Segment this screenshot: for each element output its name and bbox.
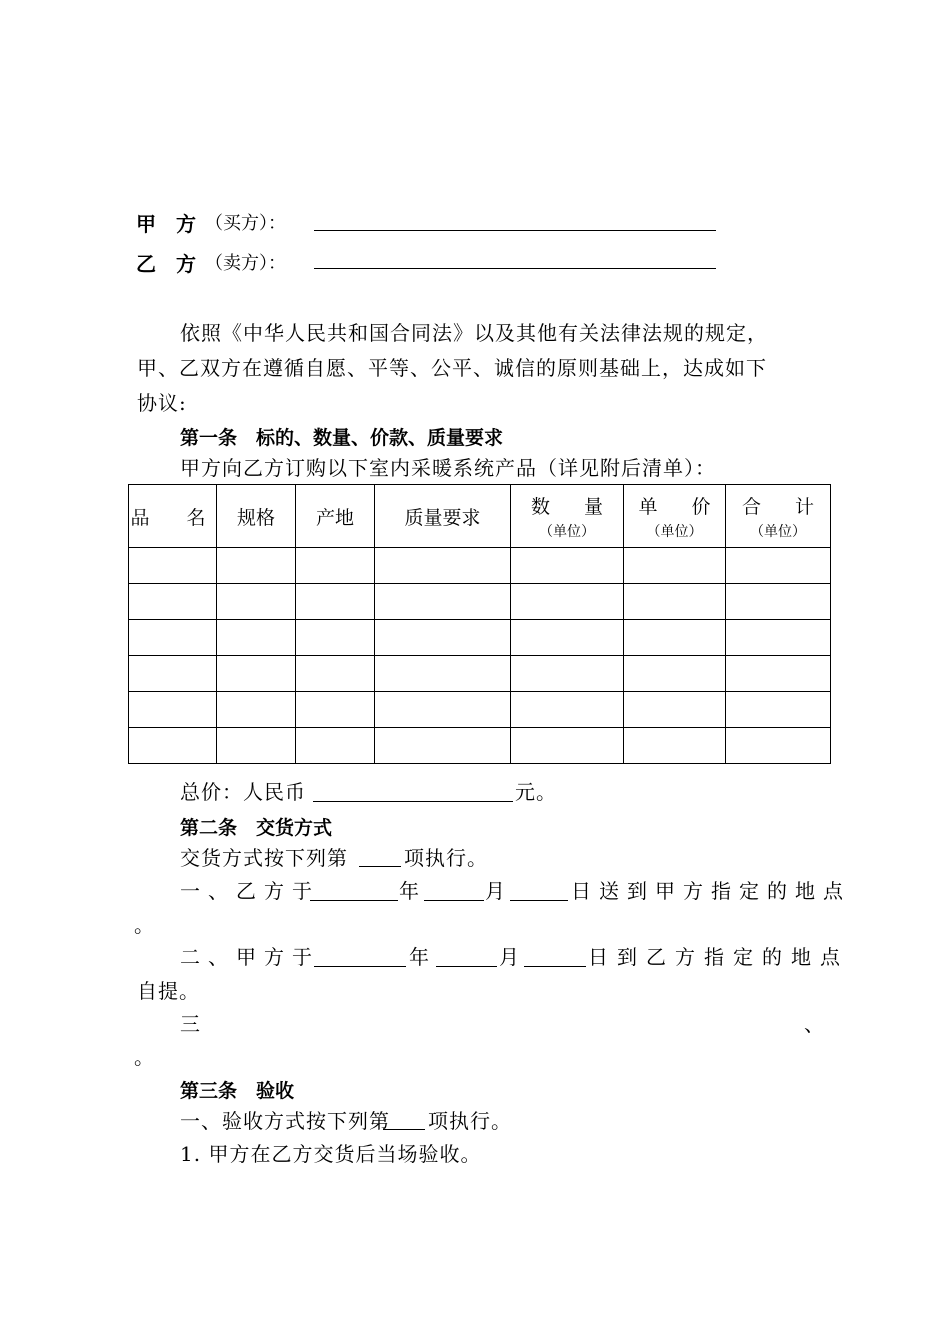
table-cell[interactable] [217, 620, 296, 656]
table-cell[interactable] [624, 728, 726, 764]
delivery-option-3-comma: 、 [804, 1012, 825, 1036]
table-cell[interactable] [129, 620, 217, 656]
article-3-title: 第三条 验收 [180, 1080, 295, 1102]
table-cell[interactable] [624, 692, 726, 728]
party-a-role: （买方）： [205, 213, 286, 234]
delivery-2-month-blank[interactable] [436, 966, 497, 967]
table-cell[interactable] [296, 620, 375, 656]
col-header-quality: 质量要求 [375, 485, 511, 548]
table-cell[interactable] [296, 548, 375, 584]
table-cell[interactable] [726, 548, 831, 584]
table-cell[interactable] [375, 584, 511, 620]
table-cell[interactable] [624, 584, 726, 620]
goods-table [128, 484, 831, 764]
table-row [129, 656, 831, 692]
table-cell[interactable] [217, 692, 296, 728]
table-cell[interactable] [375, 620, 511, 656]
table-cell[interactable] [129, 548, 217, 584]
table-cell[interactable] [296, 692, 375, 728]
delivery-1-month: 月 [485, 879, 506, 903]
party-a-label: 甲 方 [136, 212, 196, 236]
delivery-option-3-pre: 三 [180, 1012, 201, 1036]
delivery-option-blank[interactable] [359, 866, 401, 867]
table-cell[interactable] [511, 584, 624, 620]
delivery-intro-post: 项执行。 [404, 846, 488, 870]
col-header-price: 单 价 （单位） [624, 485, 726, 548]
article-1-title: 第一条 标的、数量、价款、质量要求 [180, 427, 504, 449]
col-header-qty: 数 量 （单位） [511, 485, 624, 548]
inspection-option-blank[interactable] [383, 1129, 425, 1130]
table-cell[interactable] [726, 692, 831, 728]
col-header-spec: 规格 [217, 485, 296, 548]
table-cell[interactable] [296, 584, 375, 620]
total-price-prefix: 总价：人民币 [180, 780, 306, 804]
delivery-1-year: 年 [399, 879, 420, 903]
delivery-2-month: 月 [499, 945, 520, 969]
article-2-title: 第二条 交货方式 [180, 817, 333, 839]
inspection-intro-pre: 一、验收方式按下列第 [180, 1109, 390, 1133]
col-header-total: 合 计 （单位） [726, 485, 831, 548]
delivery-option-2-pre: 二、甲方于 [180, 945, 320, 969]
delivery-2-year-blank[interactable] [314, 966, 406, 967]
table-cell[interactable] [217, 548, 296, 584]
table-cell[interactable] [129, 728, 217, 764]
table-cell[interactable] [511, 656, 624, 692]
inspection-item-1: 1. 甲方在乙方交货后当场验收。 [180, 1142, 482, 1166]
table-cell[interactable] [726, 584, 831, 620]
col-header-origin: 产地 [296, 485, 375, 548]
party-b-role: （卖方）： [205, 253, 286, 274]
delivery-1-year-blank[interactable] [310, 900, 398, 901]
delivery-option-1-post: 日送到甲方指定的地点 [571, 879, 851, 903]
delivery-intro-pre: 交货方式按下列第 [180, 846, 348, 870]
delivery-1-month-blank[interactable] [424, 900, 484, 901]
table-cell[interactable] [129, 692, 217, 728]
table-cell[interactable] [624, 548, 726, 584]
total-price-blank[interactable] [313, 801, 513, 802]
table-cell[interactable] [726, 728, 831, 764]
table-cell[interactable] [624, 656, 726, 692]
preamble-line-3: 协议: [137, 391, 187, 415]
table-row [129, 548, 831, 584]
party-a-blank[interactable] [314, 230, 716, 231]
inspection-intro-post: 项执行。 [428, 1109, 512, 1133]
total-price-suffix: 元。 [515, 780, 557, 804]
table-row [129, 620, 831, 656]
table-cell[interactable] [726, 656, 831, 692]
table-cell[interactable] [129, 656, 217, 692]
table-cell[interactable] [624, 620, 726, 656]
table-cell[interactable] [511, 620, 624, 656]
table-cell[interactable] [217, 728, 296, 764]
delivery-1-day-blank[interactable] [510, 900, 568, 901]
delivery-option-2-end: 自提。 [137, 979, 200, 1003]
preamble-line-1: 依照《中华人民共和国合同法》以及其他有关法律法规的规定， [180, 321, 768, 345]
table-cell[interactable] [296, 656, 375, 692]
table-cell[interactable] [375, 548, 511, 584]
table-cell[interactable] [296, 728, 375, 764]
party-b-blank[interactable] [314, 268, 716, 269]
table-row [129, 728, 831, 764]
table-cell[interactable] [129, 584, 217, 620]
table-row [129, 692, 831, 728]
party-b-label: 乙 方 [136, 252, 196, 276]
goods-table-header [129, 485, 831, 548]
table-cell[interactable] [217, 584, 296, 620]
table-cell[interactable] [375, 656, 511, 692]
article-1-intro: 甲方向乙方订购以下室内采暖系统产品（详见附后清单）： [180, 456, 716, 480]
table-cell[interactable] [375, 728, 511, 764]
table-cell[interactable] [511, 548, 624, 584]
delivery-option-1-pre: 一、乙方于 [180, 879, 320, 903]
delivery-option-1-end: 。 [134, 913, 155, 937]
table-cell[interactable] [511, 728, 624, 764]
delivery-option-2-post: 日到乙方指定的地点 [588, 945, 849, 969]
table-cell[interactable] [511, 692, 624, 728]
table-cell[interactable] [726, 620, 831, 656]
table-cell[interactable] [375, 692, 511, 728]
preamble-line-2: 甲、乙双方在遵循自愿、平等、公平、诚信的原则基础上，达成如下 [137, 356, 767, 380]
delivery-option-3-end: 。 [134, 1045, 155, 1069]
table-row [129, 584, 831, 620]
col-header-name: 品 名 [129, 485, 217, 548]
table-cell[interactable] [217, 656, 296, 692]
delivery-2-day-blank[interactable] [524, 966, 586, 967]
delivery-2-year: 年 [409, 945, 430, 969]
